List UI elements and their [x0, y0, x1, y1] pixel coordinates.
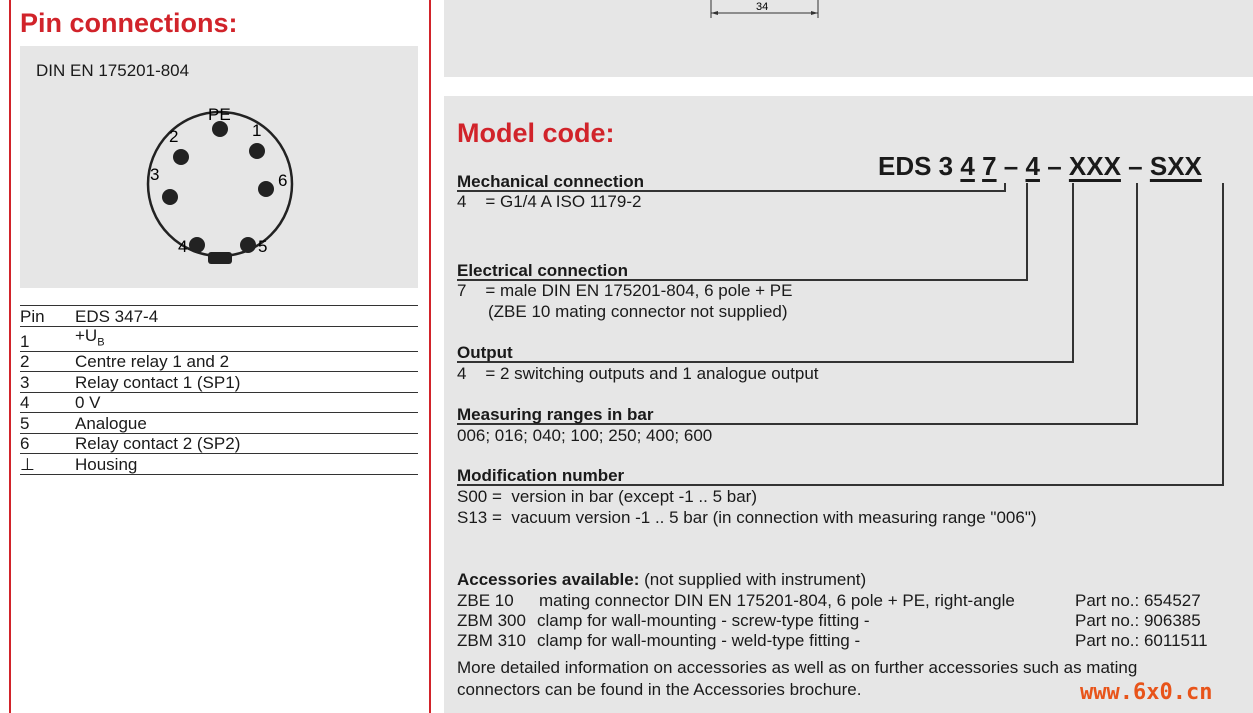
- code-dash: –: [1047, 151, 1062, 181]
- code-dash: –: [1128, 151, 1143, 181]
- label-4: 4: [178, 237, 188, 256]
- pin-description: Housing: [75, 454, 418, 475]
- pin-number: 5: [20, 413, 75, 434]
- pin-connections-title: Pin connections:: [20, 8, 238, 38]
- accessory-part: Part no.: 654527: [1075, 591, 1201, 610]
- pin-4: [189, 237, 205, 253]
- table-row: [20, 413, 418, 434]
- dimension-value: 34: [756, 1, 769, 13]
- electrical-connection-title: Electrical connection: [457, 261, 628, 280]
- measuring-ranges-value: 006; 016; 040; 100; 250; 400; 600: [457, 426, 713, 445]
- accessories-note: (not supplied with instrument): [639, 570, 867, 589]
- accessories-title: Accessories available:: [457, 570, 640, 589]
- left-border: [9, 0, 11, 713]
- column-divider: [429, 0, 431, 713]
- label-2: 2: [169, 127, 179, 146]
- table-row: [20, 433, 418, 454]
- label-1: 1: [252, 121, 262, 140]
- code-dash: –: [1003, 151, 1019, 181]
- pin-description: 0 V: [75, 392, 418, 413]
- electrical-connection-value: 7 = male DIN EN 175201-804, 6 pole + PE: [457, 281, 793, 300]
- table-row: [20, 326, 418, 351]
- table-row: [20, 351, 418, 372]
- output-title: Output: [457, 343, 513, 362]
- model-code-string: [878, 151, 1202, 182]
- connector-line-range-v: [1136, 183, 1138, 424]
- pin-desc-text: +U: [75, 325, 98, 345]
- header-pin: Pin: [20, 306, 75, 327]
- pin-number: 2: [20, 351, 75, 372]
- label-6: 6: [278, 171, 288, 190]
- connector-standard: DIN EN 175201-804: [36, 61, 190, 80]
- code-range: XXX: [1068, 151, 1121, 181]
- connector-key: [208, 252, 232, 264]
- dimension-drawing: [706, 0, 826, 20]
- accessory-part: Part no.: 6011511: [1075, 631, 1208, 650]
- code-output: 4: [1025, 151, 1040, 181]
- accessories-more-info-line2: connectors can be found in the Accessories brochure.: [457, 680, 862, 699]
- accessory-code: ZBM 300: [457, 611, 526, 630]
- watermark: www.6x0.cn: [1080, 680, 1213, 705]
- connector-line-output-v: [1072, 183, 1074, 362]
- label-5: 5: [258, 237, 268, 256]
- table-row: [20, 372, 418, 393]
- accessory-desc: mating connector DIN EN 175201-804, 6 pole + PE, right-angle: [539, 591, 1015, 610]
- pin-1: [249, 143, 265, 159]
- accessory-desc: clamp for wall-mounting - weld-type fitting -: [537, 631, 861, 650]
- connector-line-elec-v: [1026, 183, 1028, 280]
- accessory-code: ZBM 310: [457, 631, 526, 650]
- pin-5: [240, 237, 256, 253]
- pin-description: [75, 326, 418, 351]
- label-pe: PE: [208, 105, 231, 124]
- code-electrical: 7: [982, 151, 997, 181]
- modification-s00: S00 = version in bar (except -1 .. 5 bar): [457, 487, 758, 506]
- modification-s13: S13 = vacuum version -1 .. 5 bar (in connection with measuring range "006"): [457, 508, 1037, 527]
- pin-desc-subscript: B: [97, 335, 105, 348]
- code-mechanical: 4: [960, 151, 975, 181]
- model-code-title: Model code:: [457, 118, 615, 148]
- mechanical-connection-title: Mechanical connection: [457, 172, 645, 191]
- pin-number: ⊥: [20, 454, 75, 475]
- accessories-heading: [457, 570, 866, 590]
- pin-3: [162, 189, 178, 205]
- dimension-drawing-panel: [444, 0, 1253, 77]
- header-model: EDS 347-4: [75, 306, 418, 327]
- pin-number: 1: [20, 326, 75, 351]
- pin-6: [258, 181, 274, 197]
- pin-number: 3: [20, 372, 75, 393]
- pin-description: Relay contact 1 (SP1): [75, 372, 418, 393]
- table-header-row: [20, 306, 418, 327]
- pin-table: [20, 305, 418, 475]
- pin-description: Relay contact 2 (SP2): [75, 433, 418, 454]
- modification-number-title: Modification number: [457, 466, 625, 485]
- connector-pinout-diagram: [120, 102, 320, 272]
- table-row: [20, 454, 418, 475]
- label-3: 3: [150, 165, 160, 184]
- dimension-arrow-left: [711, 11, 718, 15]
- connector-line-mod-v: [1222, 183, 1224, 485]
- code-modification: SXX: [1149, 151, 1202, 181]
- pin-2: [173, 149, 189, 165]
- accessory-desc: clamp for wall-mounting - screw-type fitting -: [537, 611, 870, 630]
- pin-number: 4: [20, 392, 75, 413]
- pin-description: Centre relay 1 and 2: [75, 351, 418, 372]
- accessory-part: Part no.: 906385: [1075, 611, 1201, 630]
- output-value: 4 = 2 switching outputs and 1 analogue output: [457, 364, 819, 383]
- measuring-ranges-title: Measuring ranges in bar: [457, 405, 654, 424]
- electrical-connection-note: (ZBE 10 mating connector not supplied): [488, 302, 788, 321]
- connector-line-output-h: [457, 361, 1074, 363]
- accessories-more-info-line1: More detailed information on accessories as well as on further accessories such as mating: [457, 658, 1138, 677]
- pin-number: 6: [20, 433, 75, 454]
- accessory-code: ZBE 10: [457, 591, 514, 610]
- table-row: [20, 392, 418, 413]
- connector-panel: [20, 46, 418, 288]
- pin-description: Analogue: [75, 413, 418, 434]
- mechanical-connection-value: 4 = G1/4 A ISO 1179-2: [457, 192, 642, 211]
- code-prefix: EDS 3: [878, 151, 954, 181]
- dimension-arrow-right: [811, 11, 818, 15]
